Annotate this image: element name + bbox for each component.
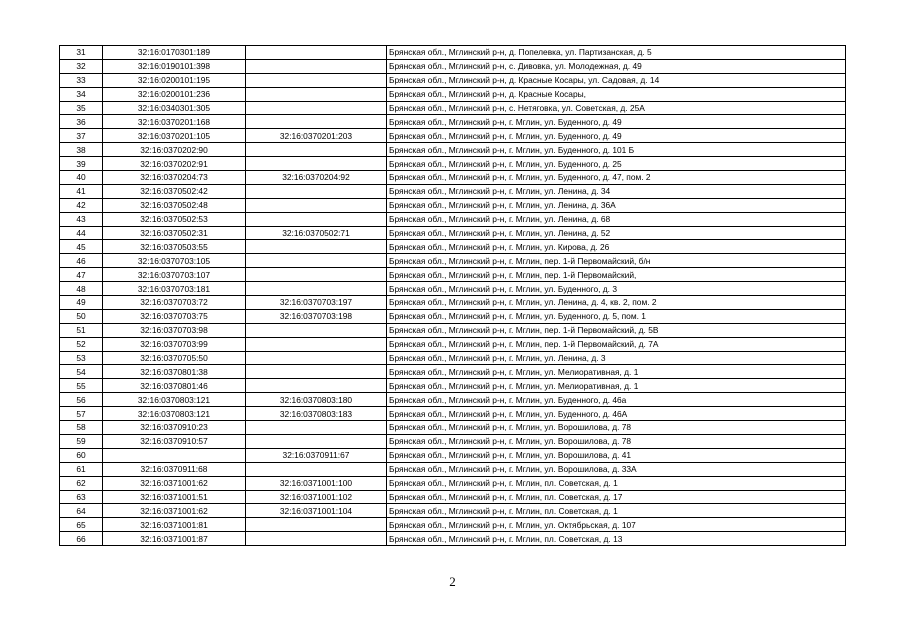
page-number: 2 — [449, 574, 456, 589]
cadastral-number-cell: 32:16:0370801:46 — [103, 379, 246, 393]
address-cell: Брянская обл., Мглинский р-н, г. Мглин, ул. Ленина, д. 34 — [387, 184, 846, 198]
cadastral-number-cell: 32:16:0370801:38 — [103, 365, 246, 379]
cadastral-number-cell: 32:16:0370502:48 — [103, 198, 246, 212]
row-number-cell: 48 — [60, 282, 103, 296]
table-row — [60, 240, 846, 254]
cadastral-number-cell — [103, 448, 246, 462]
address-cell: Брянская обл., Мглинский р-н, г. Мглин, пер. 1-й Первомайский, — [387, 268, 846, 282]
related-cadastral-number-cell — [246, 254, 387, 268]
related-cadastral-number-cell — [246, 337, 387, 351]
table-row — [60, 448, 846, 462]
row-number-cell: 61 — [60, 462, 103, 476]
address-cell: Брянская обл., Мглинский р-н, г. Мглин, пер. 1-й Первомайский, д. 5В — [387, 323, 846, 337]
row-number-cell: 45 — [60, 240, 103, 254]
address-cell: Брянская обл., Мглинский р-н, с. Нетяговка, ул. Советская, д. 25А — [387, 101, 846, 115]
address-cell: Брянская обл., Мглинский р-н, г. Мглин, пер. 1-й Первомайский, б/н — [387, 254, 846, 268]
cadastral-number-cell: 32:16:0170301:189 — [103, 46, 246, 60]
table-row — [60, 198, 846, 212]
cadastral-number-cell: 32:16:0370703:98 — [103, 323, 246, 337]
row-number-cell: 60 — [60, 448, 103, 462]
address-cell: Брянская обл., Мглинский р-н, г. Мглин, ул. Октябрьская, д. 107 — [387, 518, 846, 532]
row-number-cell: 58 — [60, 421, 103, 435]
cadastral-number-cell: 32:16:0370503:55 — [103, 240, 246, 254]
related-cadastral-number-cell — [246, 157, 387, 171]
row-number-cell: 56 — [60, 393, 103, 407]
related-cadastral-number-cell — [246, 87, 387, 101]
table-row — [60, 254, 846, 268]
table-row — [60, 407, 846, 421]
cadastral-number-cell: 32:16:0370911:68 — [103, 462, 246, 476]
table-body — [60, 46, 846, 546]
row-number-cell: 42 — [60, 198, 103, 212]
row-number-cell: 63 — [60, 490, 103, 504]
address-cell: Брянская обл., Мглинский р-н, г. Мглин, ул. Ворошилова, д. 78 — [387, 421, 846, 435]
row-number-cell: 50 — [60, 309, 103, 323]
cadastral-number-cell: 32:16:0371001:87 — [103, 532, 246, 546]
address-cell: Брянская обл., Мглинский р-н, д. Попелевка, ул. Партизанская, д. 5 — [387, 46, 846, 60]
cadastral-number-cell: 32:16:0370201:105 — [103, 129, 246, 143]
address-cell: Брянская обл., Мглинский р-н, г. Мглин, ул. Ленина, д. 52 — [387, 226, 846, 240]
cadastral-number-cell: 32:16:0370201:168 — [103, 115, 246, 129]
related-cadastral-number-cell — [246, 115, 387, 129]
related-cadastral-number-cell: 32:16:0370911:67 — [246, 448, 387, 462]
row-number-cell: 49 — [60, 296, 103, 310]
related-cadastral-number-cell — [246, 198, 387, 212]
table-row — [60, 73, 846, 87]
cadastral-number-cell: 32:16:0370803:121 — [103, 393, 246, 407]
related-cadastral-number-cell — [246, 434, 387, 448]
address-cell: Брянская обл., Мглинский р-н, г. Мглин, ул. Мелиоративная, д. 1 — [387, 379, 846, 393]
cadastral-number-cell: 32:16:0370703:107 — [103, 268, 246, 282]
table-row — [60, 226, 846, 240]
cadastral-number-cell: 32:16:0370910:23 — [103, 421, 246, 435]
related-cadastral-number-cell — [246, 323, 387, 337]
row-number-cell: 59 — [60, 434, 103, 448]
row-number-cell: 32 — [60, 59, 103, 73]
table-row — [60, 379, 846, 393]
cadastral-number-cell: 32:16:0370202:90 — [103, 143, 246, 157]
row-number-cell: 52 — [60, 337, 103, 351]
table-row — [60, 434, 846, 448]
related-cadastral-number-cell: 32:16:0371001:104 — [246, 504, 387, 518]
table-row — [60, 504, 846, 518]
row-number-cell: 41 — [60, 184, 103, 198]
row-number-cell: 62 — [60, 476, 103, 490]
table-row — [60, 59, 846, 73]
row-number-cell: 40 — [60, 171, 103, 185]
row-number-cell: 43 — [60, 212, 103, 226]
cadastral-number-cell: 32:16:0370705:50 — [103, 351, 246, 365]
address-cell: Брянская обл., Мглинский р-н, г. Мглин, ул. Ленина, д. 4, кв. 2, пом. 2 — [387, 296, 846, 310]
related-cadastral-number-cell — [246, 518, 387, 532]
row-number-cell: 66 — [60, 532, 103, 546]
cadastral-number-cell: 32:16:0190101:398 — [103, 59, 246, 73]
table-row — [60, 101, 846, 115]
table-row — [60, 421, 846, 435]
row-number-cell: 47 — [60, 268, 103, 282]
address-cell: Брянская обл., Мглинский р-н, г. Мглин, ул. Буденного, д. 47, пом. 2 — [387, 171, 846, 185]
related-cadastral-number-cell — [246, 46, 387, 60]
cadastral-number-cell: 32:16:0370703:181 — [103, 282, 246, 296]
table-row — [60, 184, 846, 198]
address-cell: Брянская обл., Мглинский р-н, г. Мглин, пер. 1-й Первомайский, д. 7А — [387, 337, 846, 351]
cadastral-number-cell: 32:16:0370703:99 — [103, 337, 246, 351]
cadastral-number-cell: 32:16:0340301:305 — [103, 101, 246, 115]
row-number-cell: 37 — [60, 129, 103, 143]
related-cadastral-number-cell: 32:16:0370502:71 — [246, 226, 387, 240]
address-cell: Брянская обл., Мглинский р-н, г. Мглин, ул. Ворошилова, д. 78 — [387, 434, 846, 448]
table-row — [60, 171, 846, 185]
table-row — [60, 143, 846, 157]
address-cell: Брянская обл., Мглинский р-н, г. Мглин, ул. Ленина, д. 36А — [387, 198, 846, 212]
related-cadastral-number-cell — [246, 462, 387, 476]
table-row — [60, 268, 846, 282]
cadastral-number-cell: 32:16:0371001:51 — [103, 490, 246, 504]
cadastral-number-cell: 32:16:0370910:57 — [103, 434, 246, 448]
related-cadastral-number-cell: 32:16:0370803:180 — [246, 393, 387, 407]
cadastral-number-cell: 32:16:0370502:31 — [103, 226, 246, 240]
cadastral-number-cell: 32:16:0370502:53 — [103, 212, 246, 226]
cadastral-number-cell: 32:16:0371001:62 — [103, 504, 246, 518]
related-cadastral-number-cell — [246, 532, 387, 546]
cadastral-number-cell: 32:16:0371001:62 — [103, 476, 246, 490]
cadastral-number-cell: 32:16:0370502:42 — [103, 184, 246, 198]
address-cell: Брянская обл., Мглинский р-н, г. Мглин, ул. Ворошилова, д. 33А — [387, 462, 846, 476]
related-cadastral-number-cell — [246, 268, 387, 282]
address-cell: Брянская обл., Мглинский р-н, г. Мглин, пл. Советская, д. 1 — [387, 504, 846, 518]
table-row — [60, 532, 846, 546]
address-cell: Брянская обл., Мглинский р-н, г. Мглин, ул. Буденного, д. 3 — [387, 282, 846, 296]
row-number-cell: 38 — [60, 143, 103, 157]
table-row — [60, 337, 846, 351]
address-cell: Брянская обл., Мглинский р-н, г. Мглин, ул. Буденного, д. 101 Б — [387, 143, 846, 157]
table-row — [60, 518, 846, 532]
address-cell: Брянская обл., Мглинский р-н, г. Мглин, ул. Буденного, д. 25 — [387, 157, 846, 171]
address-cell: Брянская обл., Мглинский р-н, г. Мглин, пл. Советская, д. 17 — [387, 490, 846, 504]
address-cell: Брянская обл., Мглинский р-н, г. Мглин, ул. Буденного, д. 46а — [387, 393, 846, 407]
address-cell: Брянская обл., Мглинский р-н, г. Мглин, пл. Советская, д. 1 — [387, 476, 846, 490]
table-row — [60, 157, 846, 171]
cadastral-number-cell: 32:16:0370703:75 — [103, 309, 246, 323]
related-cadastral-number-cell: 32:16:0371001:100 — [246, 476, 387, 490]
address-cell: Брянская обл., Мглинский р-н, г. Мглин, ул. Буденного, д. 46А — [387, 407, 846, 421]
related-cadastral-number-cell — [246, 379, 387, 393]
row-number-cell: 53 — [60, 351, 103, 365]
cadastral-number-cell: 32:16:0371001:81 — [103, 518, 246, 532]
related-cadastral-number-cell — [246, 421, 387, 435]
table-row — [60, 282, 846, 296]
row-number-cell: 54 — [60, 365, 103, 379]
row-number-cell: 39 — [60, 157, 103, 171]
table-row — [60, 87, 846, 101]
related-cadastral-number-cell — [246, 184, 387, 198]
address-cell: Брянская обл., Мглинский р-н, г. Мглин, ул. Буденного, д. 49 — [387, 115, 846, 129]
table-row — [60, 393, 846, 407]
related-cadastral-number-cell — [246, 282, 387, 296]
address-cell: Брянская обл., Мглинский р-н, г. Мглин, пл. Советская, д. 13 — [387, 532, 846, 546]
cadastral-number-cell: 32:16:0200101:195 — [103, 73, 246, 87]
address-cell: Брянская обл., Мглинский р-н, г. Мглин, ул. Мелиоративная, д. 1 — [387, 365, 846, 379]
related-cadastral-number-cell — [246, 143, 387, 157]
table-row — [60, 365, 846, 379]
cadastral-number-cell: 32:16:0370703:105 — [103, 254, 246, 268]
row-number-cell: 31 — [60, 46, 103, 60]
related-cadastral-number-cell: 32:16:0370204:92 — [246, 171, 387, 185]
row-number-cell: 46 — [60, 254, 103, 268]
table-row — [60, 296, 846, 310]
row-number-cell: 57 — [60, 407, 103, 421]
table-row — [60, 309, 846, 323]
address-cell: Брянская обл., Мглинский р-н, г. Мглин, ул. Ленина, д. 68 — [387, 212, 846, 226]
related-cadastral-number-cell — [246, 212, 387, 226]
related-cadastral-number-cell — [246, 73, 387, 87]
related-cadastral-number-cell — [246, 59, 387, 73]
related-cadastral-number-cell — [246, 101, 387, 115]
cadastral-number-cell: 32:16:0370803:121 — [103, 407, 246, 421]
row-number-cell: 35 — [60, 101, 103, 115]
related-cadastral-number-cell — [246, 365, 387, 379]
cadastral-number-cell: 32:16:0200101:236 — [103, 87, 246, 101]
row-number-cell: 55 — [60, 379, 103, 393]
table-row — [60, 129, 846, 143]
row-number-cell: 34 — [60, 87, 103, 101]
address-cell: Брянская обл., Мглинский р-н, с. Дивовка, ул. Молодежная, д. 49 — [387, 59, 846, 73]
table-row — [60, 490, 846, 504]
related-cadastral-number-cell: 32:16:0370803:183 — [246, 407, 387, 421]
cadastral-number-cell: 32:16:0370204:73 — [103, 171, 246, 185]
address-cell: Брянская обл., Мглинский р-н, г. Мглин, ул. Кирова, д. 26 — [387, 240, 846, 254]
row-number-cell: 64 — [60, 504, 103, 518]
address-cell: Брянская обл., Мглинский р-н, д. Красные Косары, ул. Садовая, д. 14 — [387, 73, 846, 87]
table-row — [60, 323, 846, 337]
table-row — [60, 46, 846, 60]
table-row — [60, 476, 846, 490]
cadastral-number-cell: 32:16:0370202:91 — [103, 157, 246, 171]
table-row — [60, 462, 846, 476]
related-cadastral-number-cell: 32:16:0370703:197 — [246, 296, 387, 310]
address-cell: Брянская обл., Мглинский р-н, г. Мглин, ул. Буденного, д. 5, пом. 1 — [387, 309, 846, 323]
row-number-cell: 36 — [60, 115, 103, 129]
row-number-cell: 65 — [60, 518, 103, 532]
related-cadastral-number-cell: 32:16:0371001:102 — [246, 490, 387, 504]
property-table — [59, 45, 846, 546]
related-cadastral-number-cell: 32:16:0370201:203 — [246, 129, 387, 143]
address-cell: Брянская обл., Мглинский р-н, г. Мглин, ул. Ленина, д. 3 — [387, 351, 846, 365]
related-cadastral-number-cell: 32:16:0370703:198 — [246, 309, 387, 323]
address-cell: Брянская обл., Мглинский р-н, д. Красные Косары, — [387, 87, 846, 101]
table-row — [60, 212, 846, 226]
row-number-cell: 51 — [60, 323, 103, 337]
row-number-cell: 33 — [60, 73, 103, 87]
table-row — [60, 115, 846, 129]
related-cadastral-number-cell — [246, 351, 387, 365]
address-cell: Брянская обл., Мглинский р-н, г. Мглин, ул. Буденного, д. 49 — [387, 129, 846, 143]
address-cell: Брянская обл., Мглинский р-н, г. Мглин, ул. Ворошилова, д. 41 — [387, 448, 846, 462]
row-number-cell: 44 — [60, 226, 103, 240]
cadastral-number-cell: 32:16:0370703:72 — [103, 296, 246, 310]
table-row — [60, 351, 846, 365]
related-cadastral-number-cell — [246, 240, 387, 254]
